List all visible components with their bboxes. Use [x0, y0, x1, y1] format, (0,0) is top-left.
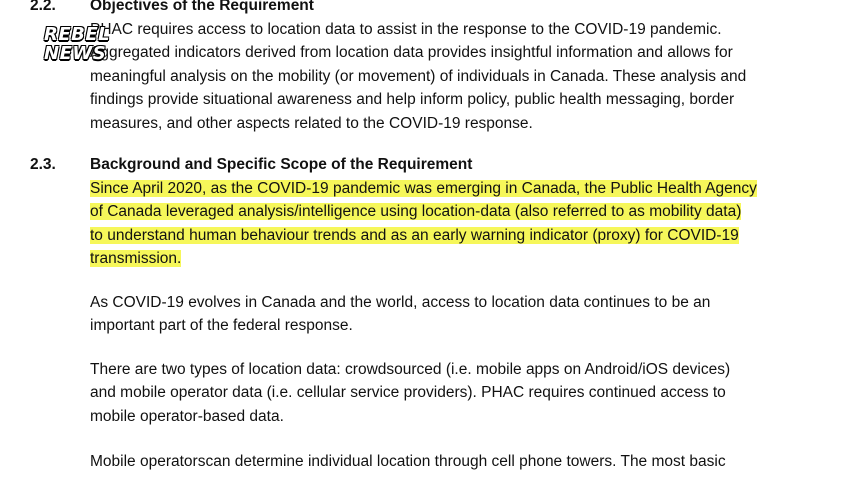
text-line: important part of the federal response. [90, 317, 353, 335]
text-line: meaningful analysis on the mobility (or movement) of individuals in Canada. These analysis and [90, 67, 747, 85]
section-title-objectives: Objectives of the Requirement [90, 0, 314, 14]
evolution-paragraph [90, 291, 830, 338]
highlighted-text-line: Since April 2020, as the COVID-19 pandemic was emerging in Canada, the Public Health Agency [90, 180, 757, 197]
highlighted-paragraph [90, 177, 830, 271]
mobile-operators-paragraph [90, 450, 830, 473]
text-line: findings provide situational awareness and help inform policy, public health messaging, border [90, 91, 735, 109]
text-line: There are two types of location data: crowdsourced (i.e. mobile apps on Android/iOS devices) [90, 361, 731, 378]
logo-line-2: NEWS [44, 43, 107, 64]
text-line: Mobile operatorscan determine individual location through cell phone towers. The most basic [90, 453, 726, 470]
objectives-paragraph [90, 18, 830, 135]
text-line: Aggregated indicators derived from location data provides insightful information and allows for [90, 44, 733, 62]
text-line: As COVID-19 evolves in Canada and the world, access to location data continues to be an [90, 294, 711, 311]
text-line: measures, and other aspects related to the COVID-19 response. [90, 114, 533, 132]
location-data-types-paragraph [90, 358, 830, 428]
section-title-background: Background and Specific Scope of the Requirement [90, 156, 473, 173]
text-line: and mobile operator data (i.e. cellular service providers). PHAC requires continued access to [90, 384, 726, 402]
rebel-news-logo [44, 24, 111, 68]
text-line: mobile operator-based data. [90, 407, 284, 425]
section-number-2-3: 2.3. [30, 156, 56, 173]
text-line: PHAC requires access to location data to assist in the response to the COVID-19 pandemic. [90, 21, 722, 38]
highlighted-text-line: to understand human behaviour trends and as an early warning indicator (proxy) for COVID-19 [90, 226, 739, 244]
highlighted-text-line: transmission. [90, 250, 182, 268]
highlighted-text-line: of Canada leveraged analysis/intelligence using location-data (also referred to as mobility data) [90, 203, 742, 221]
section-number-2-2: 2.2. [30, 0, 56, 14]
logo-line-1: REBEL [44, 24, 111, 45]
